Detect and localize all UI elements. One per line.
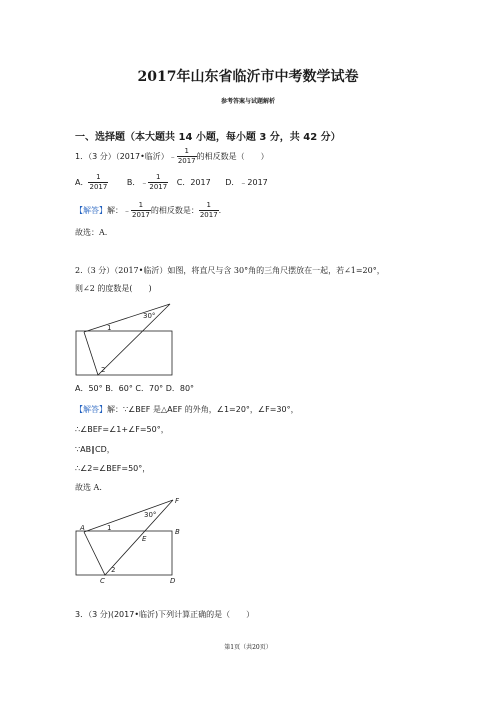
q1-option-d: D．﹣2017 <box>225 178 268 187</box>
fraction-denominator: 2017 <box>149 183 168 191</box>
page-subtitle: 参考答案与试题解析 <box>220 98 275 105</box>
q1-options <box>75 173 268 192</box>
fraction-numerator: 1 <box>177 147 197 157</box>
point-c-label: C <box>100 577 105 585</box>
q3-stem: 3．（3 分)(2017•临沂)下列计算正确的是（ ） <box>75 610 255 619</box>
q1-choice: 故选：A. <box>75 228 108 237</box>
q1-solution-fraction1 <box>131 201 151 220</box>
angle-2-label: 2 <box>101 366 106 374</box>
angle-1-label: 1 <box>107 524 112 532</box>
set-square-triangle <box>84 500 173 575</box>
q2-figure-1 <box>70 300 180 380</box>
page-footer: 第1页（共20页） <box>224 644 272 651</box>
ruler-rectangle <box>76 531 172 575</box>
q2-choice: 故选 A. <box>75 483 102 492</box>
q1-solution-text2: 的相反数是： <box>150 206 199 215</box>
page-title: 2017年山东省临沂市中考数学试卷 <box>137 69 359 85</box>
angle-30-label: 30° <box>143 312 156 320</box>
section-heading: 一、选择题（本大题共 14 小题，每小题 3 分，共 42 分） <box>75 132 341 143</box>
point-a-label: A <box>80 524 85 532</box>
point-b-label: B <box>175 528 180 536</box>
fraction-numerator: 1 <box>199 201 219 211</box>
q2-solution-line1 <box>75 404 299 415</box>
ruler-rectangle <box>76 331 172 375</box>
q1-stem-prefix: 1．（3 分）（2017•临沂）﹣ <box>75 152 177 161</box>
q1-solution-fraction2 <box>199 201 219 220</box>
q2-options: A．50° B．60° C．70° D．80° <box>75 384 195 393</box>
q1-stem-suffix: 的相反数是（ ） <box>196 152 269 161</box>
q1-solution-end: . <box>218 206 222 215</box>
q2-solution-line3: ∵AB∥CD， <box>75 445 115 454</box>
q1-solution-tag: 【解答】 <box>75 206 107 215</box>
q2-solution-line4: ∴∠2=∠BEF=50°， <box>75 464 151 473</box>
q2-figure-2 <box>70 492 190 587</box>
q1-option-a-fraction <box>88 173 108 192</box>
angle-1-label: 1 <box>107 324 112 332</box>
fraction-numerator: 1 <box>88 173 108 183</box>
q1-solution-text1: 解：﹣ <box>107 206 131 215</box>
fraction-numerator: 1 <box>131 201 151 211</box>
q1-option-c: C．2017 <box>176 178 211 187</box>
q1-option-b-fraction <box>148 173 168 192</box>
q2-stem-line2: 则∠2 的度数是( ) <box>75 284 152 293</box>
fraction-numerator: 1 <box>148 173 168 183</box>
fraction-denominator: 2017 <box>89 183 108 191</box>
set-square-triangle <box>84 304 170 375</box>
point-f-label: F <box>175 497 180 505</box>
q2-solution-text: 解：∵∠BEF 是△AEF 的外角，∠1=20°，∠F=30°， <box>107 405 299 414</box>
point-e-label: E <box>142 535 147 543</box>
q1-stem <box>75 147 269 166</box>
q1-stem-fraction <box>177 147 197 166</box>
q1-option-b-label: B．﹣ <box>126 178 149 187</box>
q2-stem-line1: 2.（3 分）（2017•临沂）如图，将直尺与含 30°角的三角尺摆放在一起，若∠1=20°， <box>75 266 385 275</box>
fraction-denominator: 2017 <box>199 211 218 219</box>
q2-solution-line2: ∴∠BEF=∠1+∠F=50°， <box>75 425 169 434</box>
angle-30-label: 30° <box>144 511 157 519</box>
q1-solution <box>75 201 221 220</box>
q2-solution-tag: 【解答】 <box>75 405 107 414</box>
fraction-denominator: 2017 <box>177 157 196 165</box>
angle-2-label: 2 <box>111 566 116 574</box>
point-d-label: D <box>170 577 176 585</box>
fraction-denominator: 2017 <box>132 211 150 219</box>
q1-option-a-label: A． <box>75 178 89 187</box>
